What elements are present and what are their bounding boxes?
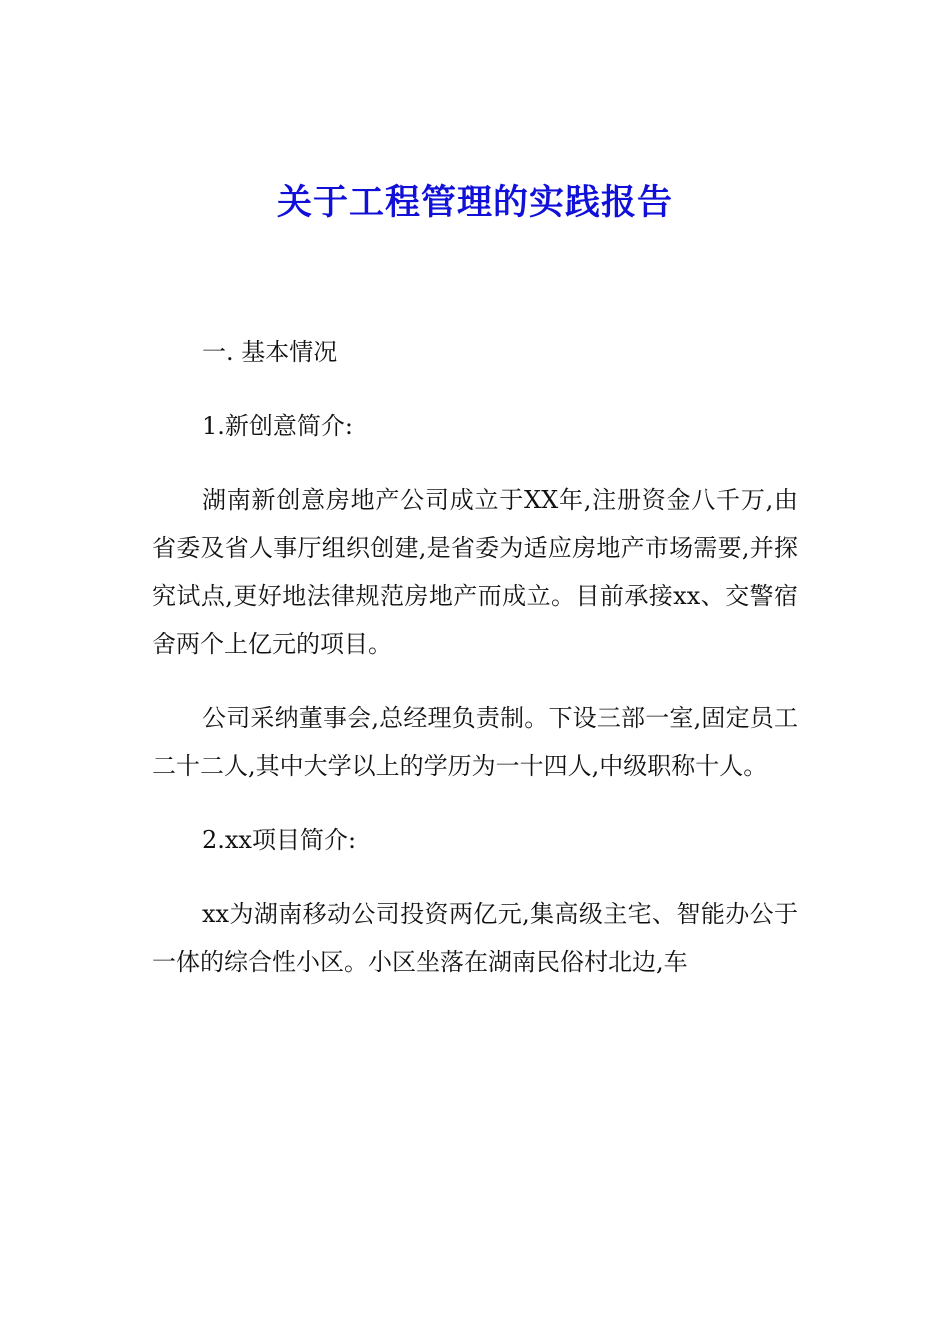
subsection-heading-project-intro: 2.xx项目简介: xyxy=(202,826,357,854)
document-body xyxy=(152,328,798,1012)
subsection-heading-company-intro: 1.新创意简介: xyxy=(202,412,353,440)
paragraph-project-description: xx为湖南移动公司投资两亿元,集高级主宅、智能办公于一体的综合性小区。小区坐落在湖南民俗村北边,车 xyxy=(152,900,798,976)
paragraph-company-structure: 公司采纳董事会,总经理负责制。下设三部一室,固定员工二十二人,其中大学以上的学历为一十四人,中级职称十人。 xyxy=(152,704,798,780)
section-heading-basic-situation: 一. 基本情况 xyxy=(202,338,338,366)
document-title: 关于工程管理的实践报告 xyxy=(276,183,673,223)
paragraph-company-founding: 湖南新创意房地产公司成立于XX年,注册资金八千万,由省委及省人事厅组织创建,是省委为适应房地产市场需要,并探究试点,更好地法律规范房地产而成立。目前承接xx、交警宿舍两个上亿元的项目。 xyxy=(152,486,798,658)
